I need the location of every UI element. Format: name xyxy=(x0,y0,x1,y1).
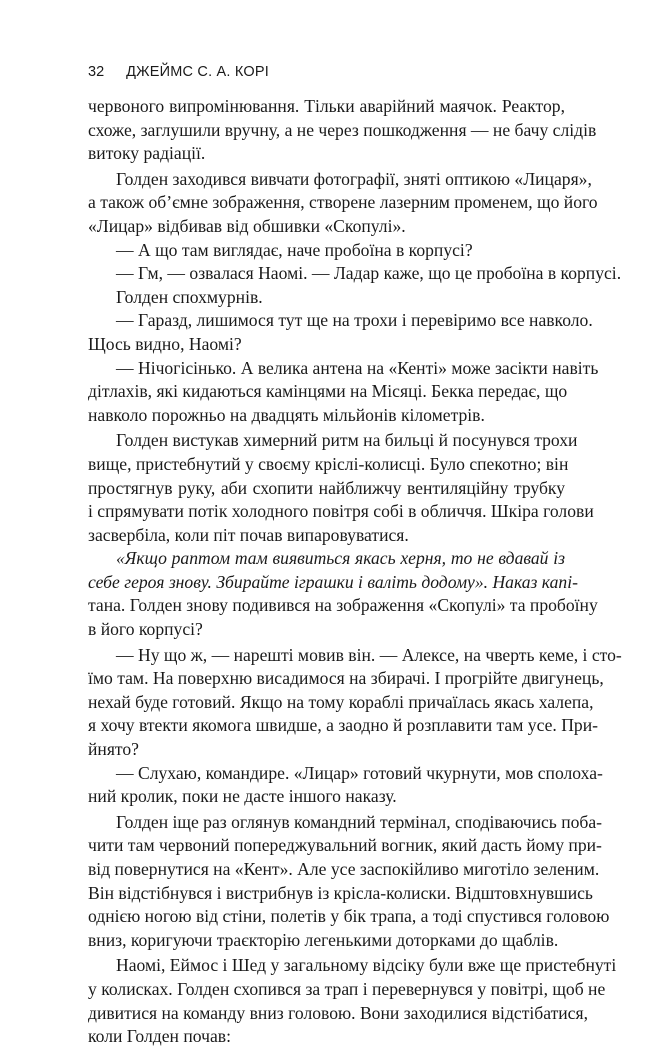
text-line: Наомі, Еймос і Шед у загальному відсіку були вже ще пристебнуті xyxy=(116,955,617,976)
text-line: у колисках. Голден схопився за трап і перевернувся у повітрі, щоб не xyxy=(88,978,606,999)
text-line: себе героя знову. Збирайте іграшки і валіть додому». Наказ капі- xyxy=(88,571,578,592)
text-line: «Лицар» відбивав від обшивки «Скопулі». xyxy=(88,215,406,236)
text-line: — Ну що ж, — нарешті мовив він. — Алексе, на чверть кеме, і сто- xyxy=(116,644,622,665)
text-line: я хочу втекти якомога швидше, а заодно й розплавити там усе. При- xyxy=(88,715,598,736)
text-line: — Слухаю, командире. «Лицар» готовий чкурнути, мов сполоха- xyxy=(116,762,603,783)
text-line: — А що там виглядає, наче пробоїна в корпусі? xyxy=(116,239,473,260)
page-body-text xyxy=(88,95,622,1049)
text-line: а також об’ємне зображення, створене лазерним променем, що його xyxy=(88,192,598,213)
text-line: — Нічогісінько. А велика антена на «Кенті» може засікти навіть xyxy=(116,357,599,378)
text-line: ний кролик, поки не дасте іншого наказу. xyxy=(88,786,397,807)
text-line: дивитися на команду вниз головою. Вони заходилися відстібатися, xyxy=(88,1002,588,1023)
text-line: Щось видно, Наомі? xyxy=(88,333,242,354)
text-line: «Якщо раптом там виявиться якась херня, то не вдавай із xyxy=(116,548,565,569)
text-line: Голден вистукав химерний ритм на бильці й посунувся трохи xyxy=(116,430,578,451)
text-line: йнято? xyxy=(88,739,139,760)
text-line: простягнув руку, аби схопити найближчу вентиляційну трубку xyxy=(88,477,565,498)
text-line: Він відстібнувся і вистрибнув із крісла-колиски. Відштовхнувшись xyxy=(88,882,593,903)
text-line: Голден спохмурнів. xyxy=(116,286,263,307)
text-line: вище, пристебнутий у своєму кріслі-колисці. Було спекотно; він xyxy=(88,453,569,474)
text-line: — Гм, — озвалася Наомі. — Ладар каже, що це пробоїна в корпусі. xyxy=(116,263,622,284)
text-line: нехай буде готовий. Якщо на тому кораблі причаїлась якась халепа, xyxy=(88,691,594,712)
text-line: навколо порожньо на двадцять мільйонів кілометрів. xyxy=(88,404,485,425)
text-line: засвербіла, коли піт почав випаровуватися. xyxy=(88,524,409,545)
text-line: Голден іще раз оглянув командний термінал, сподіваючись поба- xyxy=(116,811,603,832)
text-line: від повернутися на «Кент». Але усе заспокійливо миготіло зеленим. xyxy=(88,859,600,879)
text-line: Голден заходився вивчати фотографії, зняті оптикою «Лицаря», xyxy=(116,168,592,189)
text-line: — Гаразд, лишимося тут ще на трохи і перевіримо все навколо. xyxy=(116,310,593,331)
page-number: 32 xyxy=(88,64,105,80)
text-line: схоже, заглушили вручну, а не через пошкодження — не бачу слідів xyxy=(88,119,597,140)
text-line: вниз, коригуючи траєкторію легенькими доторками до щаблів. xyxy=(88,929,559,950)
text-line: дітлахів, які кидаються камінцями на Місяці. Бекка передає, що xyxy=(88,381,568,402)
text-line: витоку радіації. xyxy=(88,143,206,164)
text-line: їмо там. На поверхню висадимося на збирачі. І прогрійте двигунець, xyxy=(88,668,604,689)
text-line: чити там червоний попереджувальний вогник, який дасть йому при- xyxy=(88,835,602,856)
text-line: коли Голден почав: xyxy=(88,1026,231,1047)
running-header-author: ДЖЕЙМС С. А. КОРІ xyxy=(126,64,269,80)
text-line: однією ногою від стіни, полетів у бік трапа, а тоді спустився головою xyxy=(88,906,610,927)
running-header xyxy=(88,64,269,80)
text-line: червоного випромінювання. Тільки аварійний маячок. Реактор, xyxy=(88,96,565,116)
text-line: тана. Голден знову подивився на зображення «Скопулі» та пробоїну xyxy=(88,595,598,616)
text-line: в його корпусі? xyxy=(88,619,203,640)
text-line: і спрямувати потік холодного повітря собі в обличчя. Шкіра голови xyxy=(88,501,594,522)
